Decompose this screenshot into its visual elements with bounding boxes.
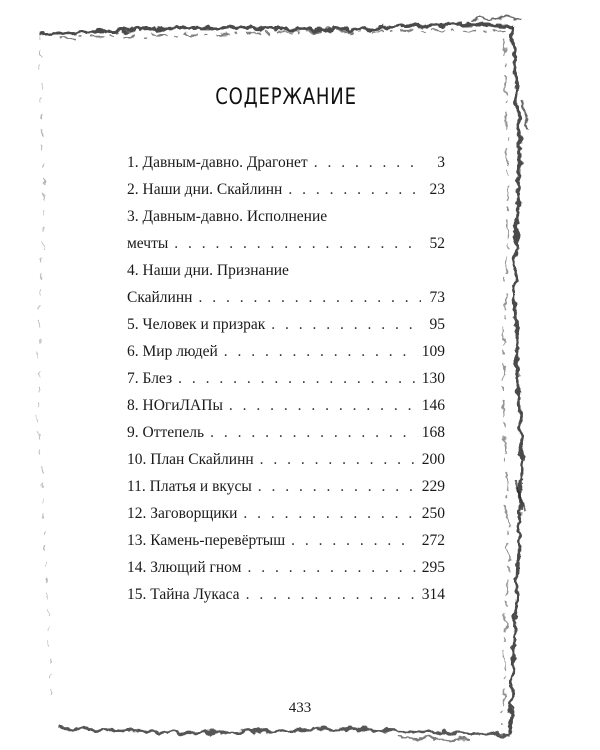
toc-entry-title: 6. Мир людей [127,343,218,360]
toc-entry [127,419,445,446]
toc-entry [127,365,445,392]
dot-leader [247,554,415,581]
toc-entry-title-continued: мечты [127,235,169,252]
toc-entry-page: 168 [421,424,445,441]
page-number: 433 [288,700,312,716]
toc-entry-page: 109 [421,343,445,360]
toc-entry-title: 13. Камень-перевёртыш [127,532,286,549]
toc-entry-title: 10. План Скайлинн [127,451,254,468]
dot-leader [198,284,421,311]
toc-entry [127,527,445,554]
toc-entry [127,581,445,608]
toc-entry-title: 12. Заговорщики [127,505,238,522]
dot-leader [229,392,416,419]
table-of-contents [127,84,445,608]
dot-leader [258,473,416,500]
dot-leader [210,419,416,446]
toc-entry [127,554,445,581]
toc-entry [127,500,445,527]
toc-entry-title: 2. Наши дни. Скайлинн [127,181,283,198]
toc-entry [127,149,445,176]
dot-leader [314,149,421,176]
toc-entry-page: 295 [421,559,445,576]
toc-entry [127,473,445,500]
toc-entry-title-continued: Скайлинн [127,289,193,306]
toc-entry [127,311,445,338]
dot-leader [224,338,416,365]
toc-entry [127,203,445,257]
toc-entry [127,446,445,473]
toc-entry-title: 1. Давным-давно. Драгонет [127,154,308,171]
toc-entry [127,338,445,365]
toc-entry-page: 146 [421,397,445,414]
toc-entry-page: 3 [437,154,445,171]
toc-entry-page: 250 [421,505,445,522]
toc-entry-title: 11. Платья и вкусы [127,478,252,495]
dot-leader [174,230,421,257]
toc-entry-title: 9. Оттепель [127,424,205,441]
toc-entry-title: 5. Человек и призрак [127,316,266,333]
toc-entry-page: 200 [421,451,445,468]
toc-entry-page: 229 [421,478,445,495]
toc-entry-title: 14. Злющий гном [127,559,242,576]
toc-entry-title: 8. НОгиЛАПы [127,397,223,414]
toc-title: СОДЕРЖАНИЕ [215,85,357,110]
toc-entry [127,392,445,419]
toc-entry-page: 95 [429,316,445,333]
toc-entry-page: 314 [421,586,445,603]
toc-entry-page: 73 [429,289,445,306]
toc-entry-title: 15. Тайна Лукаса [127,586,240,603]
toc-entry-page: 130 [421,370,445,387]
dot-leader [260,446,416,473]
dot-leader [243,500,415,527]
dot-leader [291,527,416,554]
dot-leader [288,176,421,203]
dot-leader [271,311,421,338]
toc-list [127,149,445,608]
toc-entry-page: 52 [429,235,445,252]
dot-leader [178,365,416,392]
toc-entry-page: 23 [429,181,445,198]
toc-entry [127,257,445,311]
toc-entry-page: 272 [421,532,445,549]
toc-entry-title: 3. Давным-давно. Исполнение [127,208,328,225]
dot-leader [246,581,416,608]
toc-entry-title: 4. Наши дни. Признание [127,262,289,279]
toc-entry-title: 7. Блез [127,370,173,387]
toc-entry [127,176,445,203]
